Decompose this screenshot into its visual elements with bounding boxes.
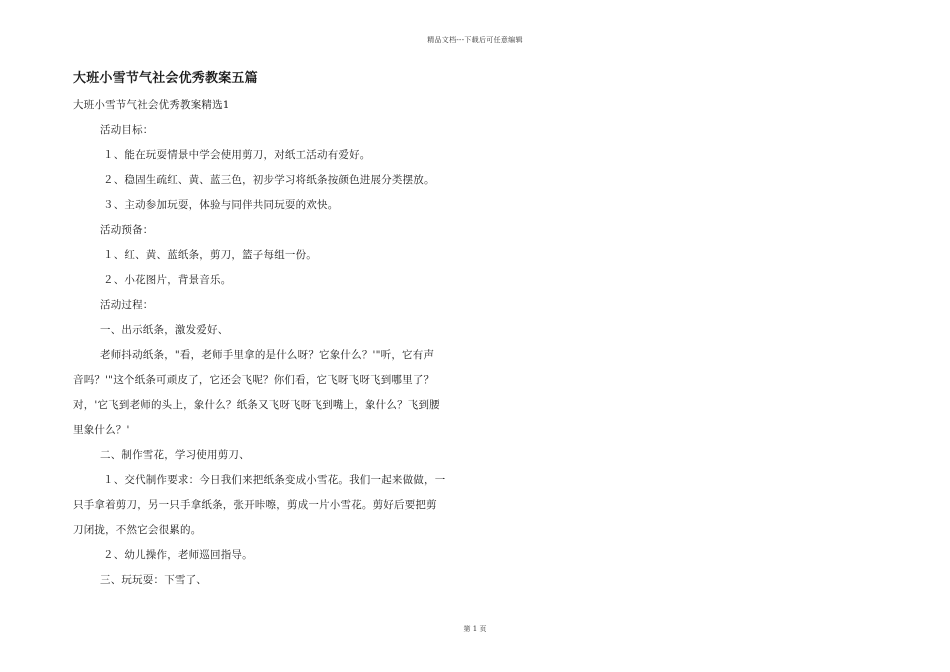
paragraph-line: ２、小花图片，背景音乐。: [103, 274, 232, 286]
page-footer: 第 1 页: [463, 625, 487, 633]
paragraph-line: ２、幼儿操作，老师巡回指导。: [103, 549, 253, 561]
page-header: 精品文档---下载后可任意编辑: [427, 36, 523, 44]
document-body: [73, 93, 463, 593]
paragraph-line: 一、出示纸条，激发爱好、: [100, 324, 229, 336]
paragraph-line: １、红、黄、蓝纸条，剪刀，篮子每组一份。: [103, 249, 317, 261]
document-title: 大班小雪节气社会优秀教案五篇: [73, 71, 258, 86]
paragraph-line: 活动目标：: [100, 124, 154, 136]
paragraph-line: 二、制作雪花，学习使用剪刀、: [100, 449, 250, 461]
paragraph-line: 刀闭拢，不然它会很累的。: [73, 524, 202, 536]
paragraph-line: 大班小雪节气社会优秀教案精选1: [73, 99, 230, 111]
paragraph-line: １、能在玩耍情景中学会使用剪刀，对纸工活动有爱好。: [103, 149, 371, 161]
paragraph-line: 音吗？'"这个纸条可顽皮了，它还会飞呢？你们看，它飞呀飞呀飞到哪里了？: [73, 374, 435, 386]
paragraph-line: 活动预备：: [100, 224, 154, 236]
paragraph-line: １、交代制作要求：今日我们来把纸条变成小雪花。我们一起来做做，一: [103, 474, 446, 486]
paragraph-line: 活动过程：: [100, 299, 154, 311]
paragraph-line: 只手拿着剪刀，另一只手拿纸条，张开咔嚓，剪成一片小雪花。剪好后要把剪: [73, 499, 437, 511]
paragraph-line: 老师抖动纸条，"看，老师手里拿的是什么呀？它象什么？'"听，它有声: [100, 349, 435, 361]
paragraph-line: 三、玩玩耍：下雪了、: [100, 574, 207, 586]
paragraph-line: ３、主动参加玩耍，体验与同伴共同玩耍的欢快。: [103, 199, 339, 211]
paragraph-line: 里象什么？': [73, 424, 130, 436]
paragraph-line: 对，'它飞到老师的头上，象什么？纸条又飞呀飞呀飞到嘴上，象什么？飞到腰: [73, 399, 440, 411]
paragraph-line: ２、稳固生疏红、黄、蓝三色，初步学习将纸条按颜色进展分类摆放。: [103, 174, 435, 186]
